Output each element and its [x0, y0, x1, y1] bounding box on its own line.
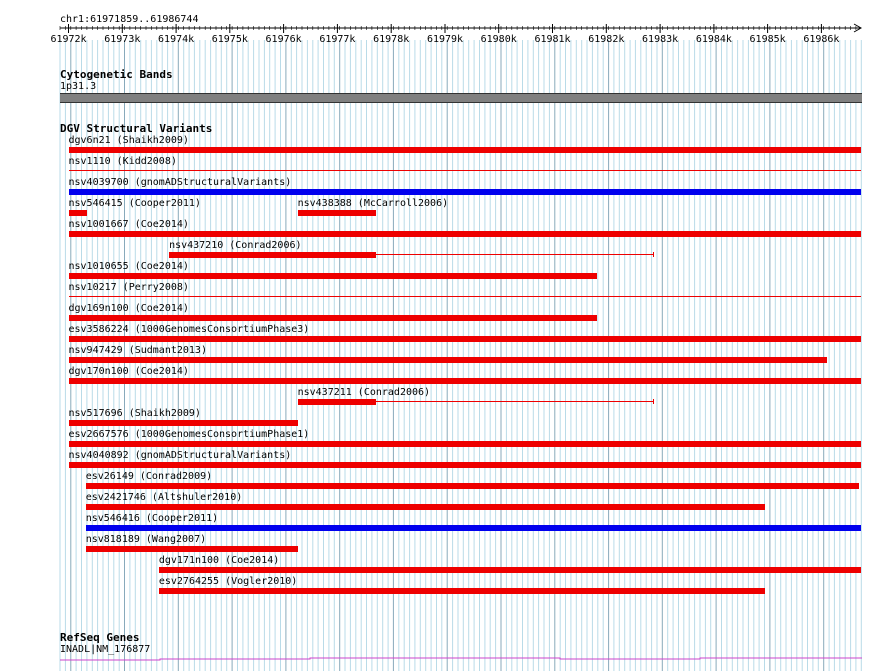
refseq-track-title[interactable]: RefSeq Genes: [60, 631, 140, 644]
variant-endcap: [653, 252, 654, 257]
variant-label[interactable]: nsv1010655 (Coe2014): [68, 261, 189, 272]
variant-label[interactable]: dgv170n100 (Coe2014): [68, 366, 189, 377]
variant-label[interactable]: esv26149 (Conrad2009): [85, 471, 213, 482]
variant-bar[interactable]: [69, 170, 862, 171]
coordinate-ruler[interactable]: [0, 0, 890, 60]
variant-label[interactable]: esv2764255 (Vogler2010): [158, 576, 298, 587]
ruler-tick-label: 61982k: [588, 34, 625, 45]
variant-label[interactable]: esv2421746 (Altshuler2010): [85, 492, 243, 503]
ruler-tick-label: 61983k: [642, 34, 679, 45]
variant-label[interactable]: nsv4039700 (gnomADStructuralVariants): [68, 177, 292, 188]
refseq-gene-model[interactable]: [0, 650, 890, 671]
dgv-track-title[interactable]: DGV Structural Variants: [60, 122, 213, 135]
ruler-tick-label: 61979k: [426, 34, 464, 45]
variant-bar[interactable]: [69, 147, 862, 153]
variant-label[interactable]: esv3586224 (1000GenomesConsortiumPhase3): [68, 324, 310, 335]
variant-bar[interactable]: [69, 336, 862, 342]
ruler-tick-label: 61975k: [211, 34, 248, 45]
variant-label[interactable]: nsv947429 (Sudmant2013): [68, 345, 207, 356]
ruler-tick-label: 61980k: [480, 34, 517, 45]
variant-bar[interactable]: [159, 588, 766, 594]
variant-label[interactable]: nsv1001667 (Coe2014): [68, 219, 189, 230]
variant-label[interactable]: dgv6n21 (Shaikh2009): [68, 135, 189, 146]
variant-label[interactable]: nsv10217 (Perry2008): [68, 282, 189, 293]
ruler-tick-label: 61986k: [803, 34, 840, 45]
variant-bar[interactable]: [69, 462, 862, 468]
variant-bar[interactable]: [298, 399, 377, 405]
variant-label[interactable]: dgv169n100 (Coe2014): [68, 303, 189, 314]
ruler-tick-label: 61984k: [695, 34, 732, 45]
variant-label[interactable]: nsv437211 (Conrad2006): [297, 387, 431, 398]
variant-bar[interactable]: [86, 546, 298, 552]
variant-label[interactable]: nsv546416 (Cooper2011): [85, 513, 219, 524]
variant-label[interactable]: nsv438388 (McCarroll2006): [297, 198, 449, 209]
ruler-axis: [0, 0, 890, 60]
cytoband-bar[interactable]: [60, 93, 862, 103]
gene-intron-line: [60, 658, 862, 660]
variant-bar[interactable]: [69, 378, 862, 384]
ruler-tick-label: 61973k: [104, 34, 141, 45]
cytoband-track-title[interactable]: Cytogenetic Bands: [60, 68, 173, 81]
variant-label[interactable]: esv2667576 (1000GenomesConsortiumPhase1): [68, 429, 310, 440]
variant-bar[interactable]: [69, 231, 862, 237]
ruler-tick-label: 61978k: [373, 34, 410, 45]
ruler-tick-label: 61974k: [158, 34, 195, 45]
variant-label[interactable]: nsv517696 (Shaikh2009): [68, 408, 201, 419]
variant-bar[interactable]: [69, 210, 88, 216]
ruler-tick-label: 61977k: [319, 34, 356, 45]
variant-label[interactable]: nsv818189 (Wang2007): [85, 534, 207, 545]
variant-bar[interactable]: [69, 357, 827, 363]
variant-label[interactable]: nsv546415 (Cooper2011): [68, 198, 201, 209]
variant-label[interactable]: nsv437210 (Conrad2006): [169, 240, 302, 251]
variant-bar[interactable]: [69, 189, 862, 195]
cytoband-label: 1p31.3: [60, 81, 97, 92]
ruler-tick-label: 61976k: [265, 34, 302, 45]
variant-bar[interactable]: [69, 273, 597, 279]
variant-bar[interactable]: [86, 504, 766, 510]
variant-bar[interactable]: [86, 525, 862, 531]
variant-bar[interactable]: [159, 567, 862, 573]
variant-bar[interactable]: [69, 420, 298, 426]
ruler-tick-label: 61972k: [50, 34, 87, 45]
variant-bar[interactable]: [86, 483, 859, 489]
variant-bar[interactable]: [169, 252, 376, 258]
location-label: chr1:61971859..61986744: [60, 14, 199, 25]
variant-bar[interactable]: [298, 210, 377, 216]
variant-endcap: [653, 399, 654, 404]
variant-label[interactable]: nsv4040892 (gnomADStructuralVariants): [68, 450, 292, 461]
variant-bar[interactable]: [69, 315, 597, 321]
ruler-tick-label: 61981k: [534, 34, 571, 45]
variant-bar[interactable]: [69, 441, 862, 447]
variant-bar[interactable]: [69, 296, 862, 297]
ruler-tick-label: 61985k: [749, 34, 786, 45]
variant-label[interactable]: nsv1110 (Kidd2008): [68, 156, 177, 167]
refseq-gene-label[interactable]: INADL|NM_176877: [60, 644, 151, 655]
variant-label[interactable]: dgv171n100 (Coe2014): [158, 555, 280, 566]
